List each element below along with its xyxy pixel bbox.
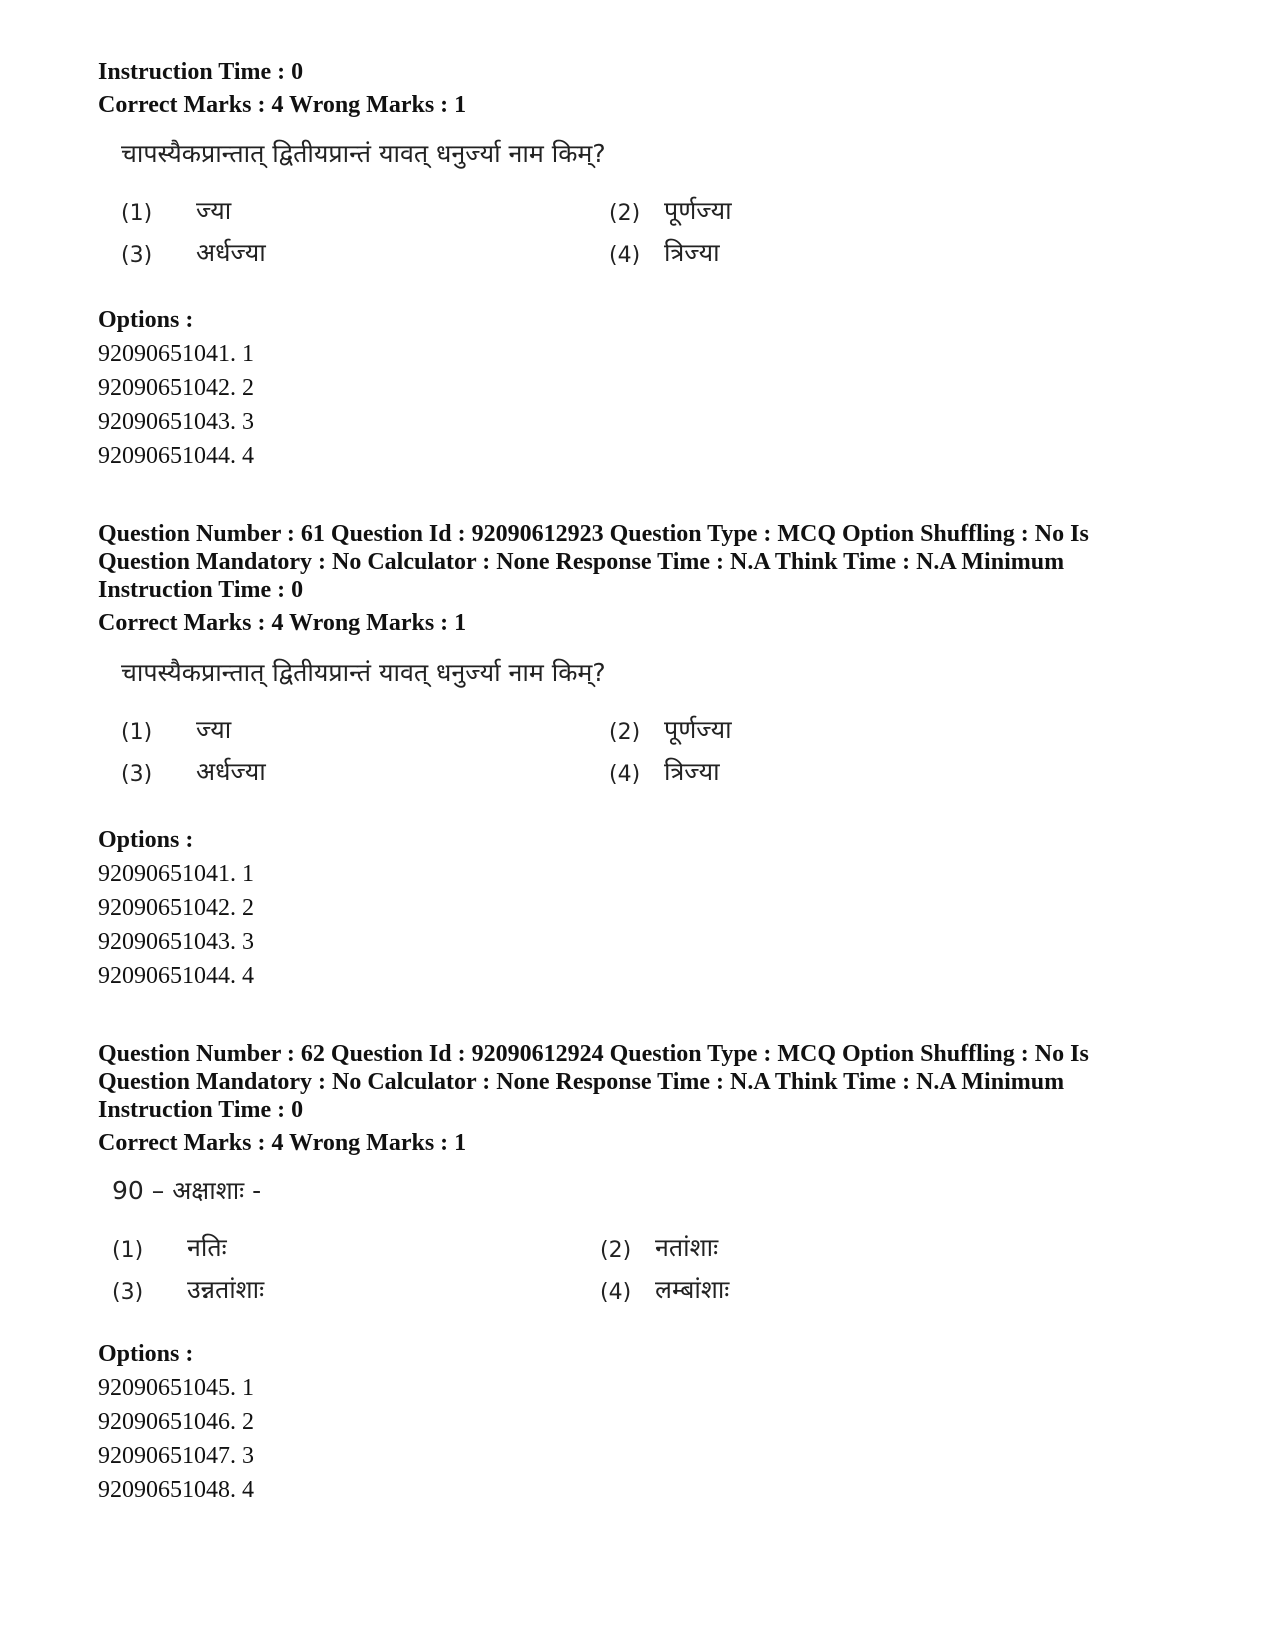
question-stem: चापस्यैकप्रान्तात् द्वितीयप्रान्तं यावत् धनुर्ज्या नाम किम्?	[121, 139, 606, 168]
choice-text: नतांशाः	[655, 1233, 719, 1262]
option-item: 92090651044. 4	[98, 443, 254, 469]
option-item: 92090651041. 1	[98, 341, 254, 367]
meta-line: Question Mandatory : No Calculator : None Response Time : N.A Think Time : N.A Minimum	[98, 1069, 1065, 1095]
choice-number: (1)	[121, 201, 153, 226]
choice-number: (1)	[112, 1238, 144, 1263]
option-item: 92090651042. 2	[98, 375, 254, 401]
choice-number: (2)	[609, 720, 641, 745]
meta-line: Question Mandatory : No Calculator : None Response Time : N.A Think Time : N.A Minimum	[98, 549, 1065, 575]
option-item: 92090651046. 2	[98, 1409, 254, 1435]
choice-number: (4)	[600, 1280, 632, 1305]
options-label: Options :	[98, 1341, 194, 1367]
choice-number: (3)	[121, 762, 153, 787]
meta-line: Correct Marks : 4 Wrong Marks : 1	[98, 610, 467, 636]
option-item: 92090651043. 3	[98, 409, 254, 435]
choice-text: पूर्णज्या	[664, 715, 732, 744]
choice-text: त्रिज्या	[664, 238, 720, 267]
choice-text: अर्धज्या	[196, 757, 266, 786]
option-list	[98, 1371, 254, 1507]
choice-number: (3)	[121, 243, 153, 268]
option-item: 92090651045. 1	[98, 1375, 254, 1401]
option-item: 92090651043. 3	[98, 929, 254, 955]
meta-line: Question Number : 62 Question Id : 92090612924 Question Type : MCQ Option Shuffling : No Is	[98, 1041, 1089, 1067]
choice-text: नतिः	[187, 1233, 227, 1262]
option-item: 92090651047. 3	[98, 1443, 254, 1469]
choice-text: ज्या	[196, 715, 232, 744]
meta-line: Correct Marks : 4 Wrong Marks : 1	[98, 92, 467, 118]
meta-line: Instruction Time : 0	[98, 59, 304, 85]
question-stem: चापस्यैकप्रान्तात् द्वितीयप्रान्तं यावत् धनुर्ज्या नाम किम्?	[121, 658, 606, 687]
choice-text: त्रिज्या	[664, 757, 720, 786]
question-meta	[98, 58, 1183, 119]
options-label: Options :	[98, 827, 194, 853]
choice-text: अर्धज्या	[196, 238, 266, 267]
choice-text: पूर्णज्या	[664, 196, 732, 225]
choice-text: उन्नतांशाः	[187, 1275, 265, 1304]
question-meta	[98, 520, 1183, 637]
question-stem: 90 – अक्षाशाः -	[112, 1176, 262, 1205]
choice-number: (2)	[609, 201, 641, 226]
meta-line: Question Number : 61 Question Id : 92090612923 Question Type : MCQ Option Shuffling : No Is	[98, 521, 1089, 547]
meta-line: Correct Marks : 4 Wrong Marks : 1	[98, 1130, 467, 1156]
choice-number: (4)	[609, 762, 641, 787]
choice-text: ज्या	[196, 196, 232, 225]
choice-number: (1)	[121, 720, 153, 745]
option-list	[98, 337, 254, 473]
choice-number: (2)	[600, 1238, 632, 1263]
option-item: 92090651041. 1	[98, 861, 254, 887]
meta-line: Instruction Time : 0	[98, 577, 304, 603]
choice-number: (3)	[112, 1280, 144, 1305]
option-item: 92090651048. 4	[98, 1477, 254, 1503]
option-list	[98, 857, 254, 993]
question-meta	[98, 1040, 1183, 1157]
option-item: 92090651042. 2	[98, 895, 254, 921]
choice-number: (4)	[609, 243, 641, 268]
options-label: Options :	[98, 307, 194, 333]
choice-text: लम्बांशाः	[655, 1275, 730, 1304]
option-item: 92090651044. 4	[98, 963, 254, 989]
meta-line: Instruction Time : 0	[98, 1097, 304, 1123]
